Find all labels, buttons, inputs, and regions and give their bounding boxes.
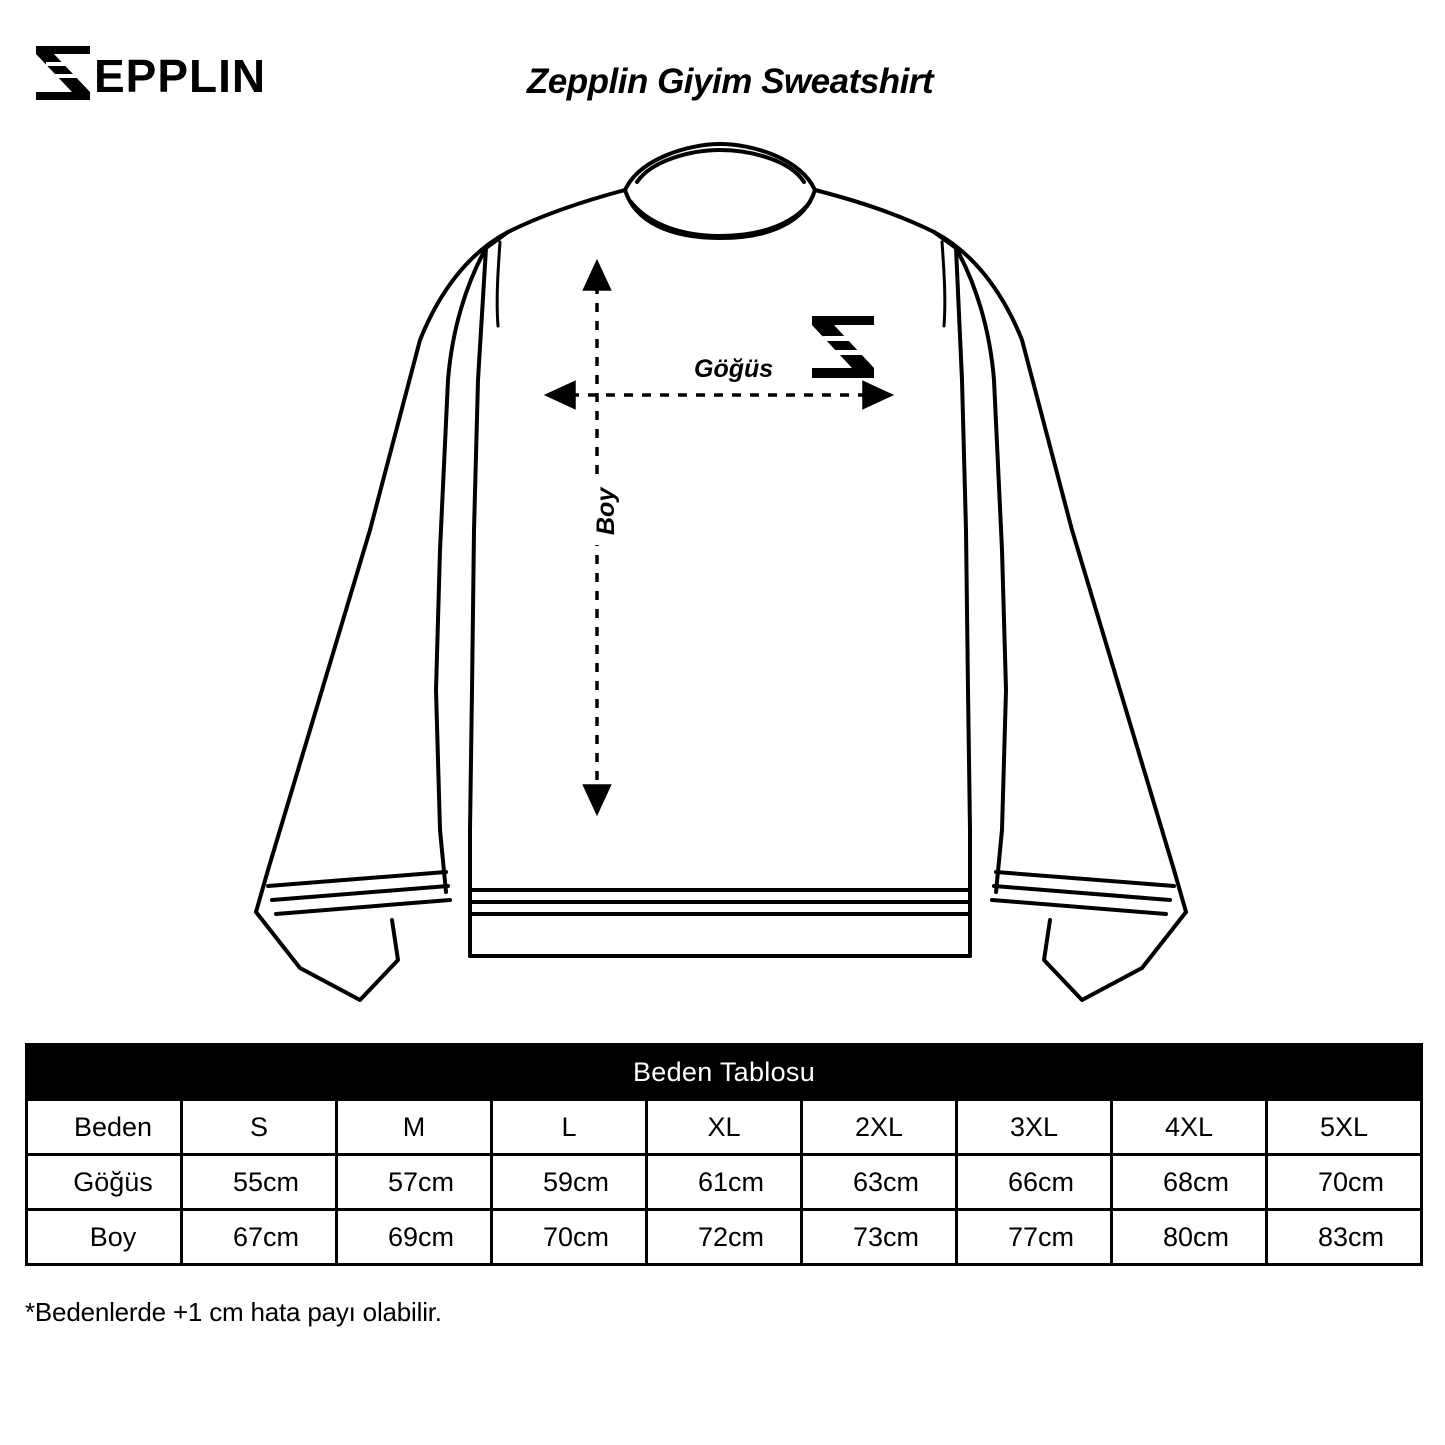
cell-gogus-4xl: 68cm — [1112, 1155, 1267, 1210]
column-header-5xl: 5XL — [1267, 1100, 1422, 1155]
page-title — [380, 62, 1080, 102]
svg-text:EPPLIN: EPPLIN — [94, 50, 267, 102]
cell-boy-4xl: 80cm — [1112, 1210, 1267, 1265]
cell-gogus-s: 55cm — [182, 1155, 337, 1210]
table-header-row — [27, 1100, 1422, 1155]
cell-boy-m: 69cm — [337, 1210, 492, 1265]
row-label-gogus: Göğüs — [27, 1155, 182, 1210]
column-header-4xl: 4XL — [1112, 1100, 1267, 1155]
cell-boy-l: 70cm — [492, 1210, 647, 1265]
size-table-title: Beden Tablosu — [27, 1045, 1422, 1100]
size-chart — [25, 1043, 1423, 1266]
size-table — [25, 1043, 1423, 1266]
cell-boy-2xl: 73cm — [802, 1210, 957, 1265]
column-header-xl: XL — [647, 1100, 802, 1155]
column-header-s: S — [182, 1100, 337, 1155]
zepplin-logo — [32, 42, 272, 104]
table-row — [27, 1155, 1422, 1210]
column-header-3xl: 3XL — [957, 1100, 1112, 1155]
table-row — [27, 1210, 1422, 1265]
table-title-row — [27, 1045, 1422, 1100]
cell-gogus-3xl: 66cm — [957, 1155, 1112, 1210]
page-header — [0, 0, 1445, 140]
cell-gogus-xl: 61cm — [647, 1155, 802, 1210]
cell-gogus-5xl: 70cm — [1267, 1155, 1422, 1210]
sweatshirt-illustration — [0, 130, 1445, 1030]
cell-boy-xl: 72cm — [647, 1210, 802, 1265]
cell-gogus-l: 59cm — [492, 1155, 647, 1210]
size-tolerance-note: *Bedenlerde +1 cm hata payı olabilir. — [25, 1297, 442, 1327]
cell-boy-3xl: 77cm — [957, 1210, 1112, 1265]
column-header-beden: Beden — [27, 1100, 182, 1155]
column-header-2xl: 2XL — [802, 1100, 957, 1155]
column-header-l: L — [492, 1100, 647, 1155]
row-label-boy: Boy — [27, 1210, 182, 1265]
length-measure-label: Boy — [592, 478, 621, 545]
cell-gogus-2xl: 63cm — [802, 1155, 957, 1210]
cell-boy-5xl: 83cm — [1267, 1210, 1422, 1265]
chest-measure-label: Göğüs — [686, 355, 781, 384]
column-header-m: M — [337, 1100, 492, 1155]
cell-gogus-m: 57cm — [337, 1155, 492, 1210]
title-brand: Zepplin Giyim — [526, 62, 752, 101]
title-product: Sweatshirt — [761, 62, 934, 101]
cell-boy-s: 67cm — [182, 1210, 337, 1265]
